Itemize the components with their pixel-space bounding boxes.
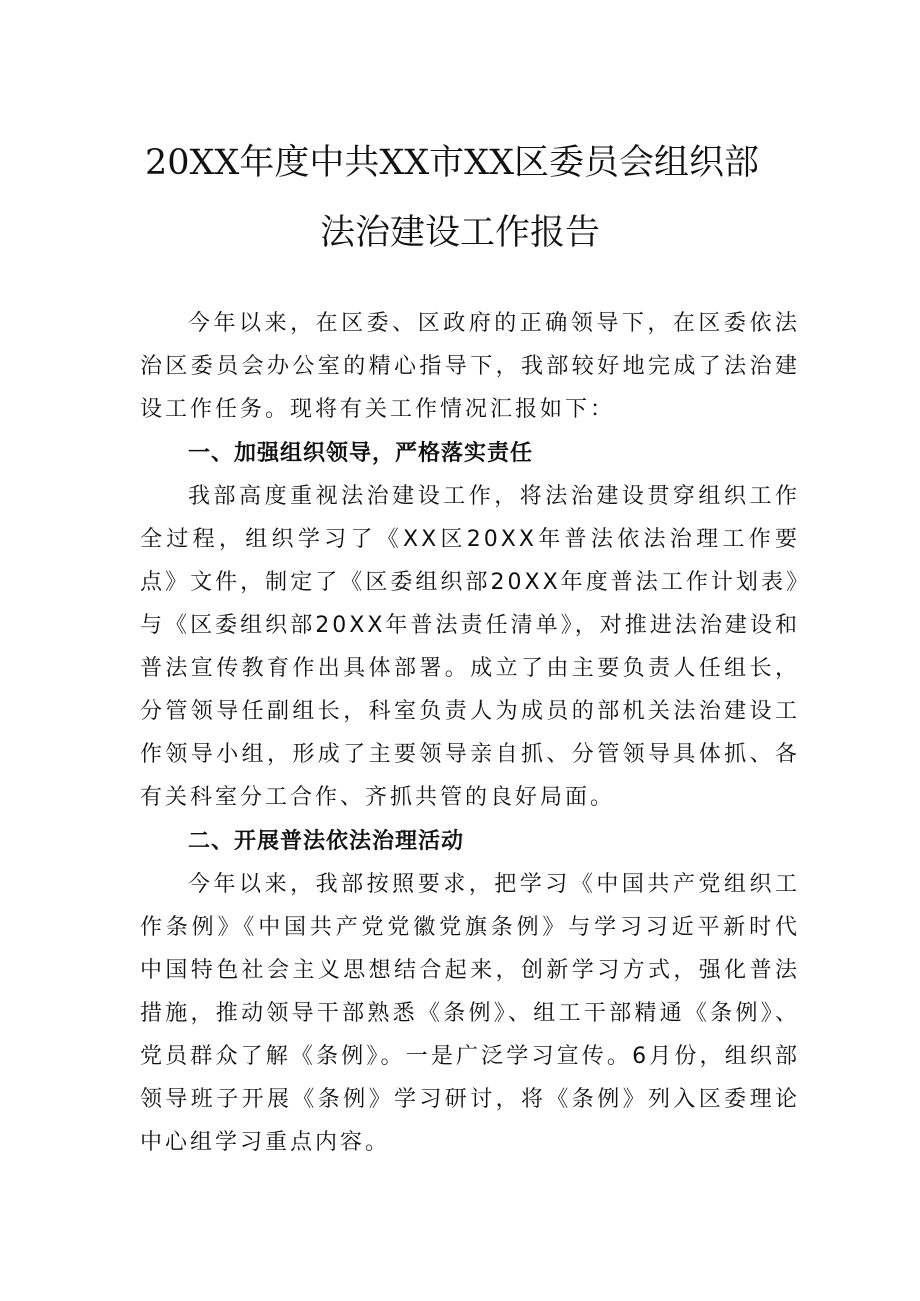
intro-paragraph: 今年以来，在区委、区政府的正确领导下，在区委依法治区委员会办公室的精心指导下，我部较好地完成了法治建设工作任务。现将有关工作情况汇报如下： [140,311,800,422]
section-1-block [140,475,800,819]
section-1-heading: 一、加强组织领导，严格落实责任 [188,441,534,466]
document-title-line-2: 法治建设工作报告 [319,213,600,253]
section-1-heading-block [140,432,800,475]
document-title-line-1: 20XX年度中共XX市XX区委员会组织部 [144,143,760,183]
section-1-paragraph: 我部高度重视法治建设工作，将法治建设贯穿组织工作全过程，组织学习了《XX区20XX年普法依法治理工作要点》文件，制定了《区委组织部20XX年度普法工作计划表》与《区委组织部20XX年普法责任清单》，对推进法治建设和普法宣传教育作出具体部署。成立了由主要负责人任组长，分管领导任副组长，科室负责人为成员的部机关法治建设工作领导小组，形成了主要领导亲自抓、分管领导具体抓、各有关科室分工合作、齐抓共管的良好局面。 [140,484,800,810]
section-2-heading: 二、开展普法依法治理活动 [188,829,465,854]
section-2-paragraph: 今年以来，我部按照要求，把学习《中国共产党组织工作条例》《中国共产党党徽党旗条例》与学习习近平新时代中国特色社会主义思想结合起来，创新学习方式，强化普法措施，推动领导干部熟悉《条例》、组工干部精通《条例》、党员群众了解《条例》。一是广泛学习宣传。6月份，组织部领导班子开展《条例》学习研讨，将《条例》列入区委理论中心组学习重点内容。 [140,872,800,1155]
intro-block [140,302,800,431]
section-2-heading-block [140,820,800,863]
section-2-block [140,863,800,1164]
